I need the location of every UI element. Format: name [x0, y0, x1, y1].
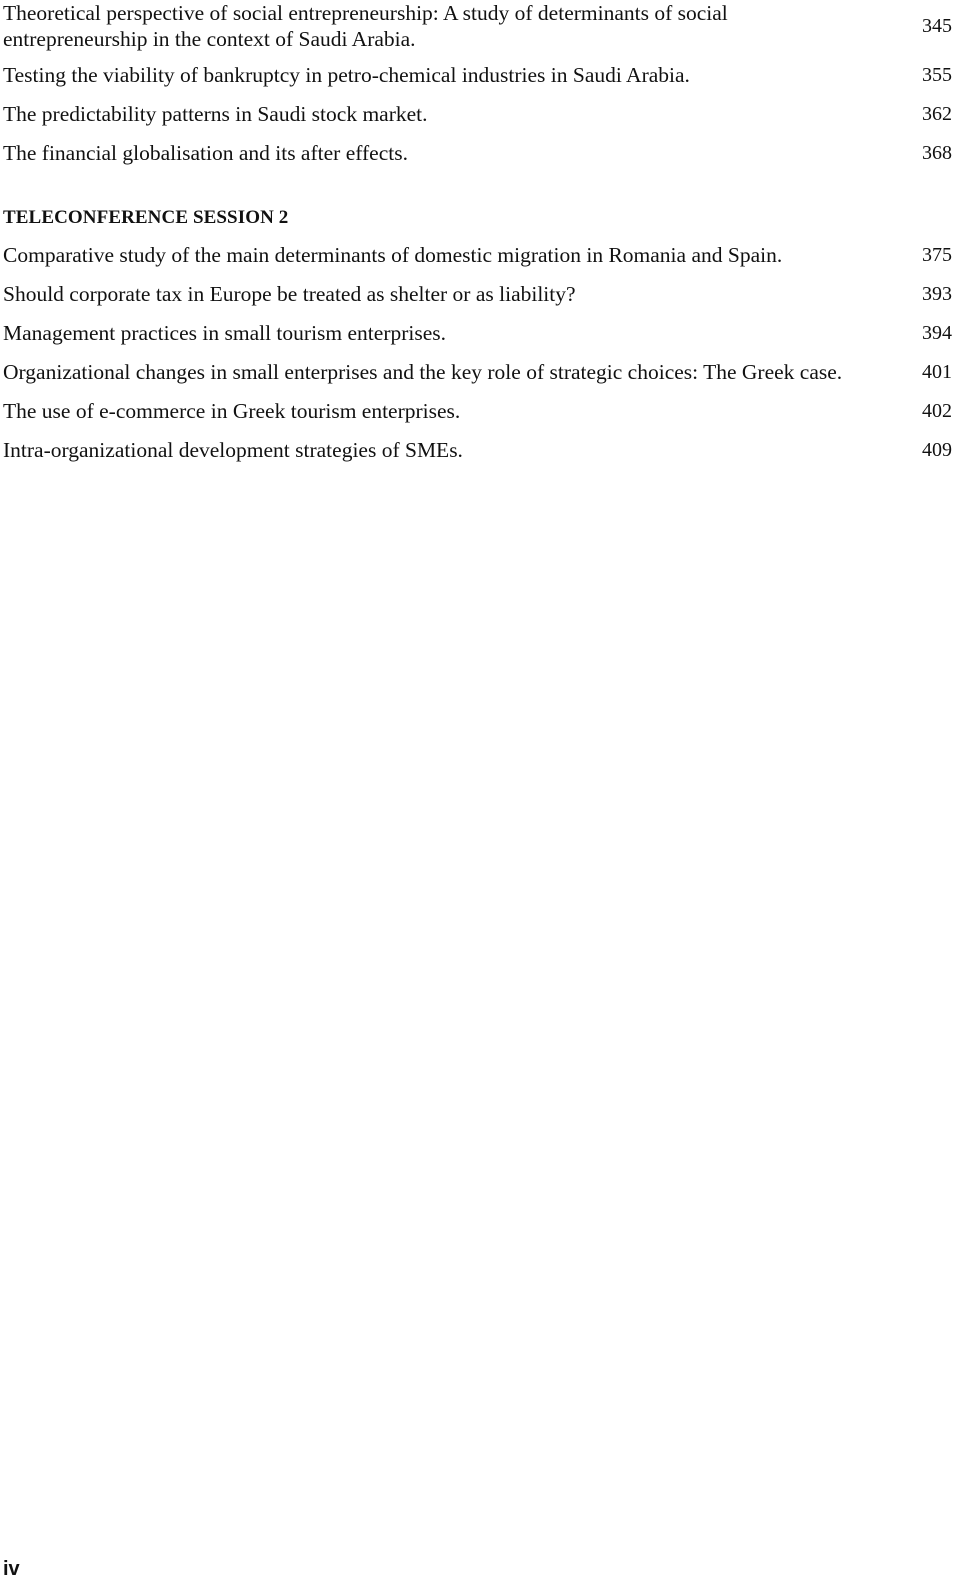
toc-entry-title: The predictability patterns in Saudi stock market.: [3, 102, 428, 126]
toc-entry: [3, 359, 952, 385]
toc-entry-title: The use of e-commerce in Greek tourism enterprises.: [3, 399, 461, 423]
toc-entry: [3, 398, 952, 424]
toc-entry-page: 394: [922, 322, 952, 344]
toc-entry-page: 355: [922, 64, 952, 86]
toc-entry-title: The financial globalisation and its after effects.: [3, 141, 408, 165]
toc-entry: [3, 242, 952, 268]
toc-entry: [3, 140, 952, 166]
toc-entry-title: Should corporate tax in Europe be treated as shelter or as liability?: [3, 282, 576, 306]
toc-entry-title: Testing the viability of bankruptcy in petro-chemical industries in Saudi Arabia.: [3, 63, 690, 87]
toc-entry-title: Theoretical perspective of social entrepreneurship: A study of determinants of social entrepreneurship in the context of Saudi Arabia.: [3, 1, 728, 51]
toc-entry: [3, 62, 952, 88]
toc-entry-page: 393: [922, 283, 952, 305]
toc-entry: [3, 437, 952, 463]
page-number: iv: [3, 1558, 20, 1580]
toc-entry-page: 368: [922, 142, 952, 164]
toc-entry-page: 375: [922, 244, 952, 266]
toc-entry: [3, 281, 952, 307]
toc-entry: [3, 0, 952, 52]
toc-entry-page: 401: [922, 361, 952, 383]
toc-entry: [3, 320, 952, 346]
toc-entry-title: Management practices in small tourism enterprises.: [3, 321, 447, 345]
toc-entry-title: Comparative study of the main determinants of domestic migration in Romania and Spain.: [3, 243, 783, 267]
toc-entry: [3, 101, 952, 127]
toc-entry-title: Intra-organizational development strategies of SMEs.: [3, 438, 463, 462]
toc-entry-page: 362: [922, 103, 952, 125]
table-of-contents: [3, 0, 952, 463]
toc-entry-page: 402: [922, 400, 952, 422]
toc-entry-page: 345: [922, 15, 952, 37]
toc-entry-title: Organizational changes in small enterprises and the key role of strategic choices: The Greek case.: [3, 360, 843, 384]
toc-entry-page: 409: [922, 439, 952, 461]
section-heading: TELECONFERENCE SESSION 2: [3, 207, 289, 228]
